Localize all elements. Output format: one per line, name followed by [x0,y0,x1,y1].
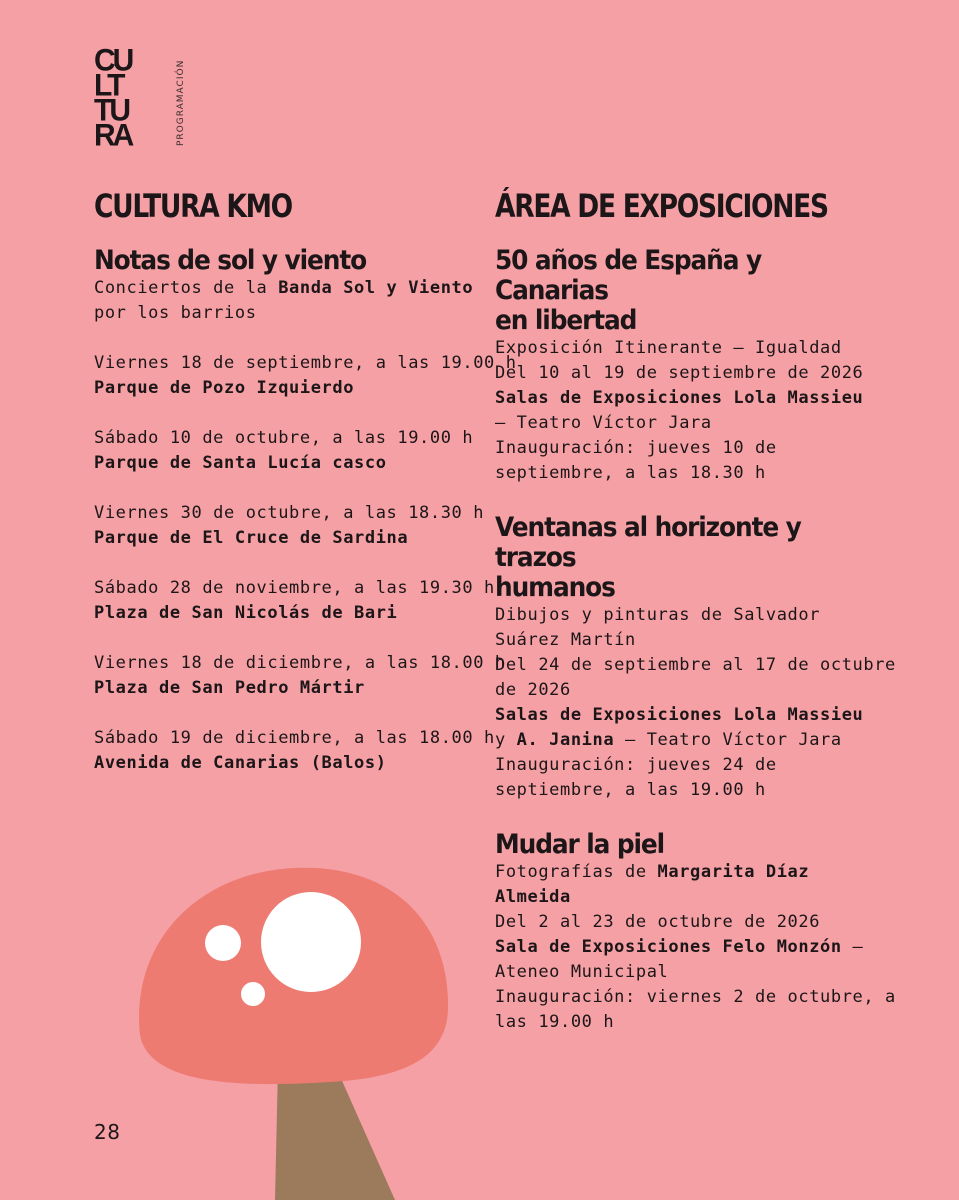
section-title-cultura-kmo: CULTURA KMO [94,187,292,225]
exhibition-dates: Del 10 al 19 de septiembre de 2026 [495,363,864,383]
exhibition-line: Dibujos y pinturas de Salvador [495,605,821,625]
date-line: Sábado 28 de noviembre, a las 19.30 h [94,578,495,598]
exhibition-line: Fotografías de Margarita Díaz [495,862,810,882]
venue-line: Avenida de Canarias (Balos) [94,753,387,773]
mushroom-spot-small [241,982,265,1006]
exhibition-title: Mudar la piel [495,829,665,860]
date-line: Viernes 18 de septiembre, a las 19.00 h [94,353,517,373]
mushroom-illustration-icon [130,860,460,1200]
venue-line: Plaza de San Nicolás de Bari [94,603,398,623]
mushroom-spot-medium [205,925,241,961]
date-line: Viernes 30 de octubre, a las 18.30 h [94,503,485,523]
logo-row-3: TU [94,93,128,128]
exhibition-line-2: Almeida [495,887,571,907]
exhibition-opening: Inauguración: viernes 2 de octubre, a [495,987,896,1007]
exhibition-venue: Salas de Exposiciones Lola Massieu [495,388,864,408]
logo-row-1: CU [94,43,132,78]
mushroom-stem [275,1065,395,1200]
left-column [94,186,517,776]
logo-side-text: PROGRAMACIÓN [176,59,186,146]
exhibition-3 [495,829,896,1035]
exhibition-opening-2: septiembre, a las 19.00 h [495,780,766,800]
exhibition-2 [495,512,896,803]
exhibition-dates: Del 2 al 23 de octubre de 2026 [495,912,821,932]
exhibition-opening-2: septiembre, a las 18.30 h [495,463,766,483]
date-line: Sábado 10 de octubre, a las 19.00 h [94,428,474,448]
exhibition-opening-2: las 19.00 h [495,1012,615,1032]
exhibition-1 [495,246,875,486]
exhibition-line: Exposición Itinerante – Igualdad [495,338,842,358]
section-title-area-exposiciones: ÁREA DE EXPOSICIONES [495,187,828,225]
venue-line: Parque de El Cruce de Sardina [94,528,409,548]
exhibition-venue-2: y A. Janina – Teatro Víctor Jara [495,730,842,750]
exhibition-venue-2: – Teatro Víctor Jara [495,413,712,433]
date-line: Sábado 19 de diciembre, a las 18.00 h [94,728,495,748]
logo-letters [94,43,162,153]
exhibition-venue-2: Ateneo Municipal [495,962,669,982]
right-column [495,186,896,1035]
exhibition-opening: Inauguración: jueves 10 de [495,438,777,458]
exhibition-title: Ventanas al horizonte y trazos [495,512,801,573]
venue-line: Parque de Santa Lucía casco [94,453,387,473]
venue-line: Parque de Pozo Izquierdo [94,378,355,398]
exhibition-title-2: en libertad [495,305,637,336]
exhibition-venue: Salas de Exposiciones Lola Massieu [495,705,864,725]
exhibition-venue: Sala de Exposiciones Felo Monzón – [495,937,864,957]
exhibition-opening: Inauguración: jueves 24 de [495,755,777,775]
venue-line: Plaza de San Pedro Mártir [94,678,365,698]
exhibition-dates-2: de 2026 [495,680,571,700]
exhibition-dates: Del 24 de septiembre al 17 de octubre [495,655,896,675]
exhibition-title: 50 años de España y Canarias [495,245,762,306]
mushroom-spot-large [261,892,361,992]
page-number: 28 [94,1120,121,1144]
logo-row-4: RA [94,118,132,153]
date-line: Viernes 18 de diciembre, a las 18.00 h [94,653,506,673]
event-description-2: por los barrios [94,303,257,323]
exhibition-line-2: Suárez Martín [495,630,636,650]
exhibition-title-2: humanos [495,572,615,603]
cultura-logo [94,43,186,153]
event-description: Conciertos de la Banda Sol y Viento [94,278,474,298]
event-title: Notas de sol y viento [94,245,367,276]
logo-row-2: LT [94,68,123,103]
